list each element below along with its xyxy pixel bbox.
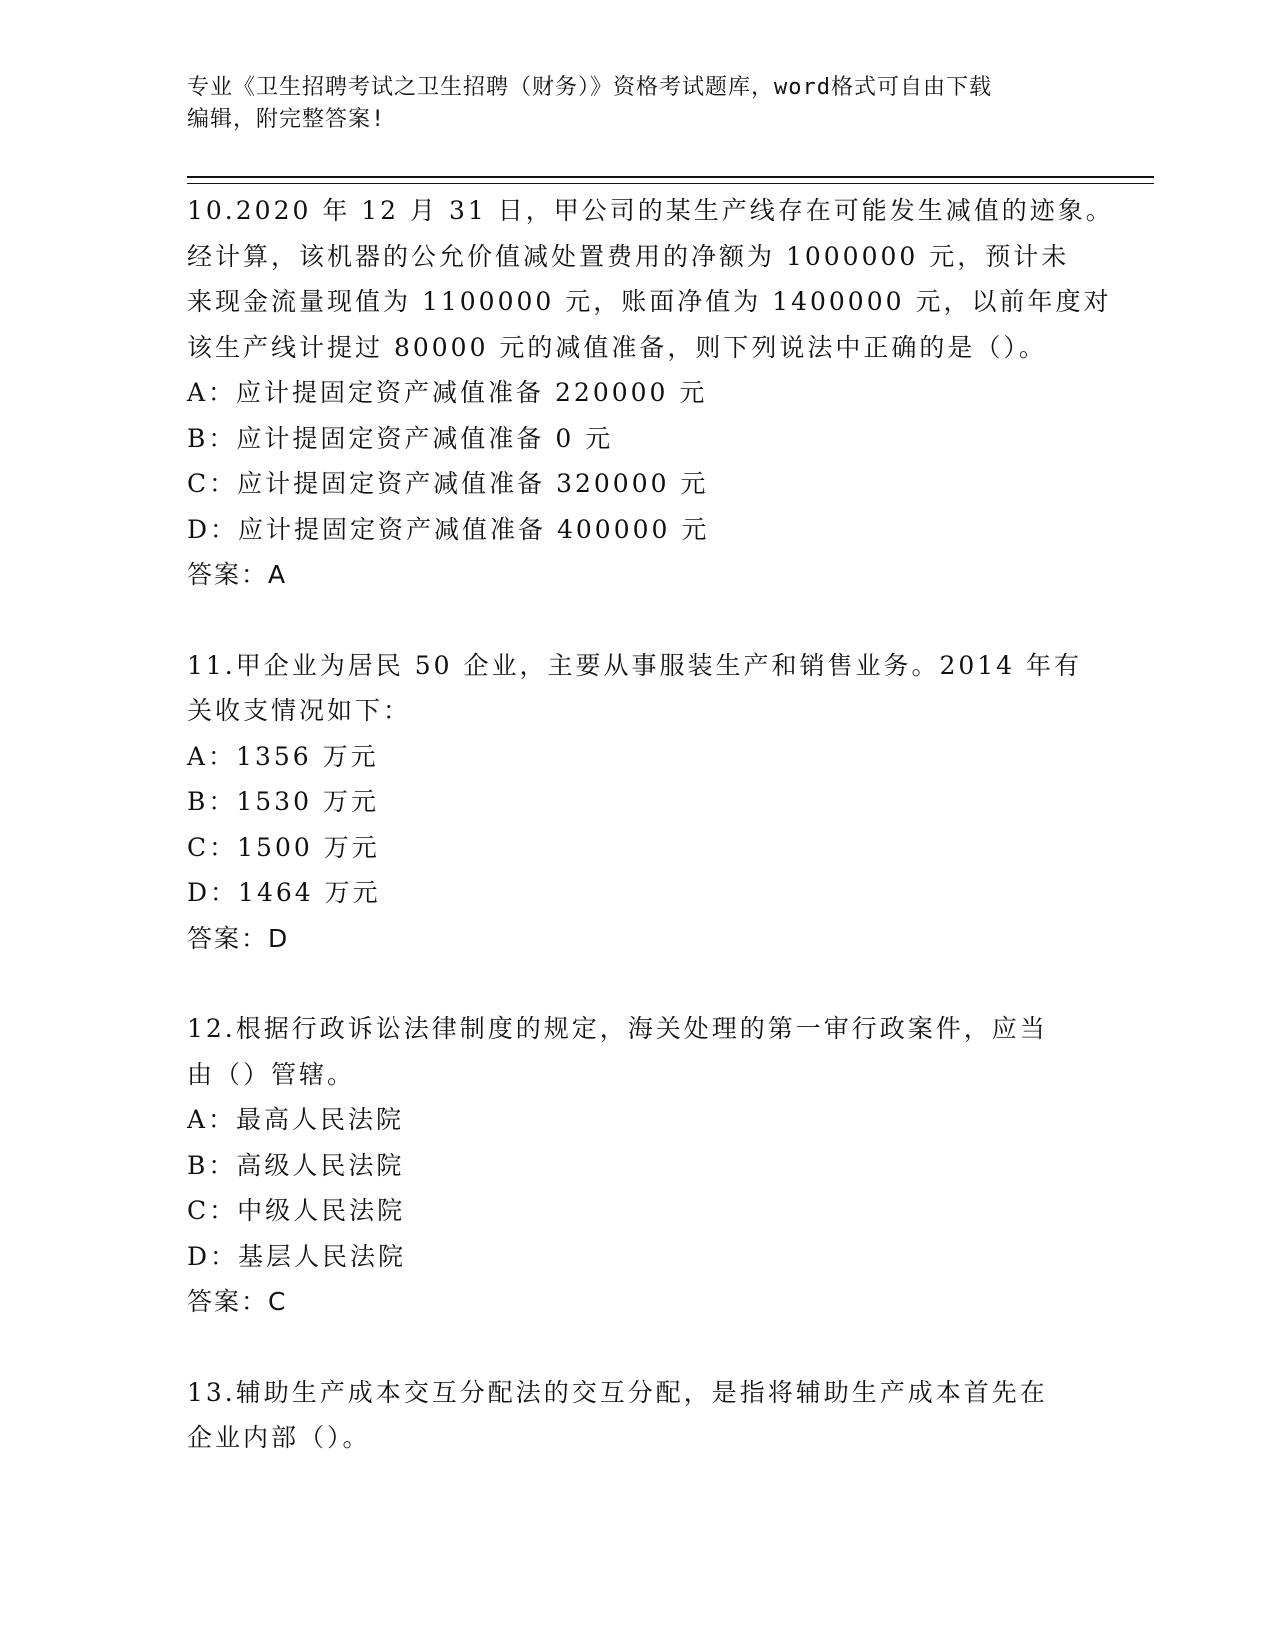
question-spacer [187, 598, 1087, 643]
option-b: B：应计提固定资产减值准备 0 元 [187, 423, 614, 453]
option-d: D：基层人民法院 [187, 1241, 407, 1271]
document-header [187, 72, 1067, 136]
question-10 [187, 188, 1114, 598]
header-line-2: 编辑，附完整答案! [187, 107, 386, 132]
question-text-line: 12.根据行政诉讼法律制度的规定，海关处理的第一审行政案件，应当 [187, 1014, 1048, 1043]
answer: 答案：C [187, 1287, 288, 1316]
header-line-1: 专业《卫生招聘考试之卫生招聘（财务）》资格考试题库，word格式可自由下载 [187, 75, 992, 100]
question-text-line: 10.2020 年 12 月 31 日，甲公司的某生产线存在可能发生减值的迹象。 [187, 196, 1114, 225]
question-text-line: 11.甲企业为居民 50 企业，主要从事服装生产和销售业务。2014 年有 [187, 650, 1083, 680]
answer: 答案：A [187, 560, 288, 589]
question-12 [187, 1006, 1087, 1325]
option-c: C：中级人民法院 [187, 1196, 406, 1225]
option-a: A：应计提固定资产减值准备 220000 元 [187, 378, 708, 407]
option-a: A：1356 万元 [187, 741, 379, 771]
question-text-line: 由（）管辖。 [187, 1059, 356, 1089]
option-b: B：1530 万元 [187, 787, 379, 816]
question-text-line: 该生产线计提过 80000 元的减值准备，则下列说法中正确的是（）。 [187, 332, 1047, 362]
header-divider-thick [187, 176, 1154, 178]
question-spacer [187, 961, 1087, 1006]
option-a: A：最高人民法院 [187, 1105, 405, 1134]
question-list [187, 188, 1114, 1461]
question-text-line: 企业内部（）。 [187, 1423, 371, 1452]
question-text-line: 关收支情况如下： [187, 696, 412, 725]
option-c: C：应计提固定资产减值准备 320000 元 [187, 469, 709, 498]
header-divider-thin [187, 183, 1154, 184]
question-11 [187, 643, 1087, 962]
question-spacer [187, 1325, 1087, 1370]
question-13 [187, 1370, 1087, 1461]
option-d: D：应计提固定资产减值准备 400000 元 [187, 514, 710, 544]
question-text-line: 13.辅助生产成本交互分配法的交互分配，是指将辅助生产成本首先在 [187, 1377, 1048, 1407]
answer: 答案：D [187, 923, 290, 953]
option-d: D：1464 万元 [187, 878, 381, 907]
option-c: C：1500 万元 [187, 832, 380, 862]
question-text-line: 经计算，该机器的公允价值减处置费用的净额为 1000000 元，预计未 [187, 241, 1070, 271]
option-b: B：高级人民法院 [187, 1150, 405, 1180]
question-text-line: 来现金流量现值为 1100000 元，账面净值为 1400000 元，以前年度对 [187, 287, 1112, 316]
